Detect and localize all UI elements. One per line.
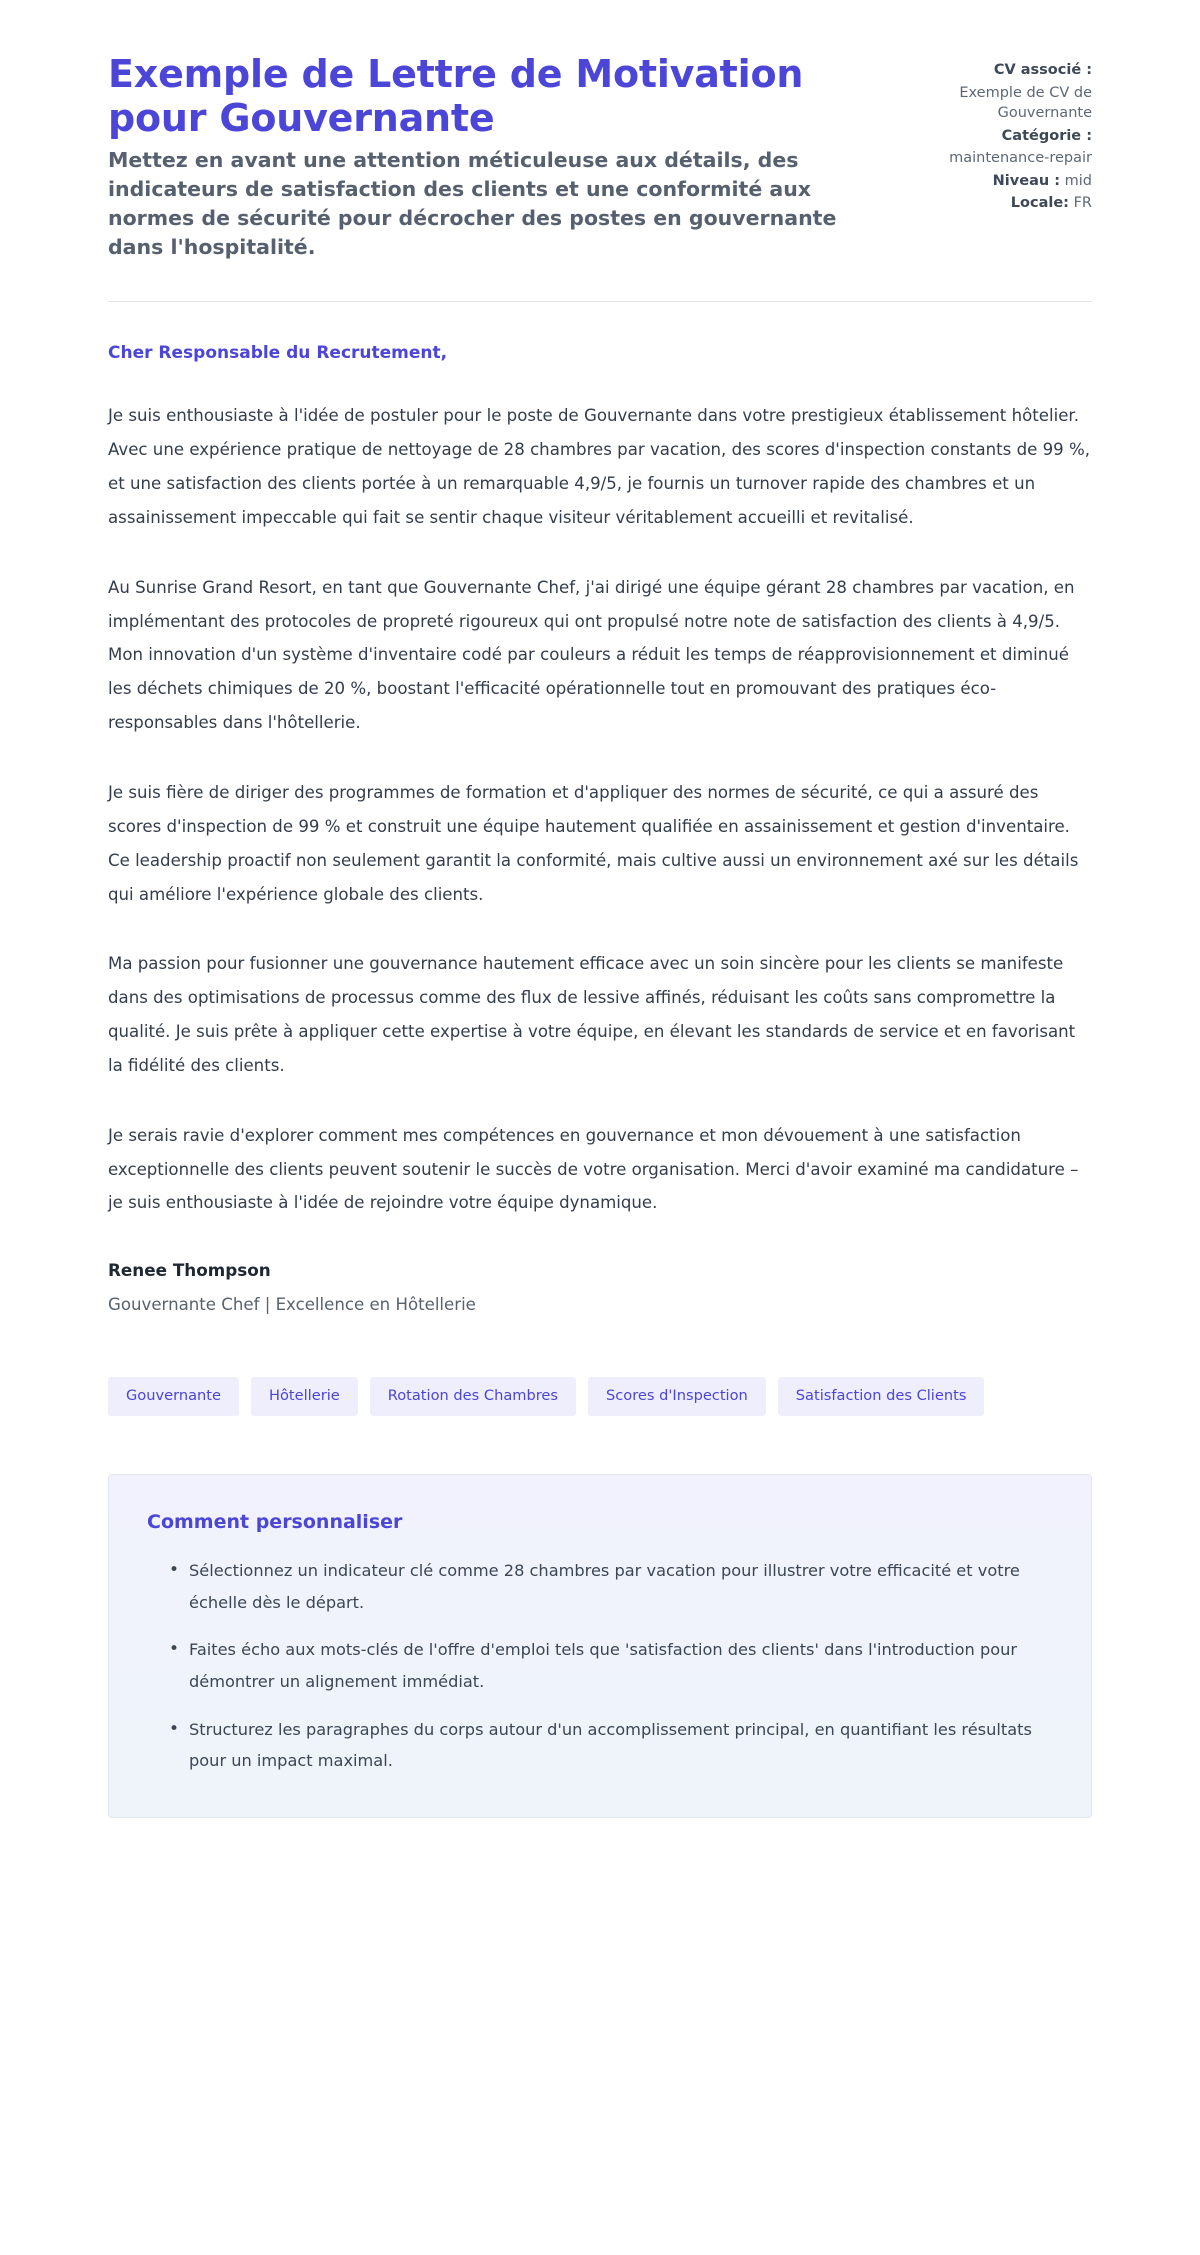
callout-tip-item: • Faites écho aux mots-clés de l'offre d'emploi tels que 'satisfaction des clients' dans l'introduction pour démontrer un alignement immédiat. (169, 1634, 1053, 1697)
metadata-value-cv: Exemple de CV de Gouvernante (959, 84, 1092, 122)
callout-title: Comment personnaliser (147, 1510, 403, 1533)
callout-tip-item: • Sélectionnez un indicateur clé comme 28 chambres par vacation pour illustrer votre efficacité et votre échelle dès le départ. (169, 1555, 1053, 1618)
tag-chip[interactable]: Rotation des Chambres (370, 1377, 576, 1416)
letter-paragraph: Je suis enthousiaste à l'idée de postuler pour le poste de Gouvernante dans votre prestigieux établissement hôtelier. Avec une expérience pratique de nettoyage de 28 chambres par vacation, des scores d'inspection constants de 99 %, et une satisfaction des clients portée à un remarquable 4,9/5, je fournis un turnover rapide des chambres et un assainissement impeccable qui fait se sentir chaque visiteur véritablement accueilli et revitalisé. (108, 406, 1091, 527)
tag-chip[interactable]: Scores d'Inspection (588, 1377, 766, 1416)
callout-tip-item: • Structurez les paragraphes du corps autour d'un accomplissement principal, en quantifiant les résultats pour un impact maximal. (169, 1714, 1053, 1777)
letter-paragraph: Je serais ravie d'explorer comment mes compétences en gouvernance et mon dévouement à une satisfaction exceptionnelle des clients peuvent soutenir le succès de votre organisation. Merci d'avoir examiné ma candidature – je suis enthousiaste à l'idée de rejoindre votre équipe dynamique. (108, 1125, 1079, 1213)
metadata-value-level: mid (1064, 172, 1092, 189)
signature-role: Gouvernante Chef | Excellence en Hôtellerie (108, 1294, 476, 1314)
metadata-value-locale: FR (1073, 195, 1092, 212)
tag-chip[interactable]: Hôtellerie (251, 1377, 358, 1416)
letter-salutation: Cher Responsable du Recrutement, (108, 342, 448, 363)
metadata-row-category (947, 126, 1092, 147)
metadata-panel (947, 52, 1092, 216)
metadata-label-cv: CV associé : (993, 62, 1092, 78)
metadata-value-category-row (947, 148, 1092, 169)
letter-paragraph: Je suis fière de diriger des programmes de formation et d'appliquer des normes de sécurité, ce qui a assuré des scores d'inspection de 99 % et construit une équipe hautement qualifiée en assainissement et gestion d'inventaire. Ce leadership proactif non seulement garantit la conformité, mais cultive aussi un environnement axé sur les détails qui améliore l'expérience globale des clients. (108, 782, 1079, 904)
callout-tip-list (147, 1555, 1053, 1777)
metadata-value-category: maintenance-repair (949, 150, 1092, 167)
tag-list (108, 1377, 1092, 1416)
metadata-label-locale: Locale: (1010, 195, 1069, 212)
document-header (108, 0, 1092, 263)
cover-letter-body (108, 302, 1092, 1319)
metadata-row-level (947, 171, 1092, 192)
letter-paragraph: Au Sunrise Grand Resort, en tant que Gouvernante Chef, j'ai dirigé une équipe gérant 28 chambres par vacation, en implémentant des protocoles de propreté rigoureux qui ont propulsé notre note de satisfaction des clients à 4,9/5. Mon innovation d'un système d'inventaire codé par couleurs a réduit les temps de réapprovisionnement et diminué les déchets chimiques de 20 %, boostant l'efficacité opérationnelle tout en promouvant des pratiques éco-responsables dans l'hôtellerie. (108, 577, 1075, 733)
page-subtitle: Mettez en avant une attention méticuleuse aux détails, des indicateurs de satisfaction des clients et une conformité aux normes de sécurité pour décrocher des postes en gouvernante dans l'hospitalité. (108, 148, 837, 260)
metadata-value-cv-row (947, 83, 1092, 124)
metadata-row-locale (947, 193, 1092, 214)
page-title: Exemple de Lettre de Motivation pour Gouvernante (108, 52, 804, 141)
tag-chip[interactable]: Gouvernante (108, 1377, 239, 1416)
metadata-row-cv (947, 60, 1092, 81)
header-text-block (108, 52, 878, 263)
metadata-label-level: Niveau : (992, 172, 1061, 189)
letter-paragraph: Ma passion pour fusionner une gouvernance hautement efficace avec un soin sincère pour les clients se manifeste dans des optimisations de processus comme des flux de lessive affinés, réduisant les coûts sans compromettre la qualité. Je suis prête à appliquer cette expertise à votre équipe, en élevant les standards de service et en favorisant la fidélité des clients. (108, 954, 1076, 1075)
metadata-label-category: Catégorie : (1001, 127, 1092, 144)
signature-name: Renee Thompson (108, 1260, 271, 1281)
tag-chip[interactable]: Satisfaction des Clients (778, 1377, 985, 1416)
signature-block (108, 1256, 1092, 1319)
customization-callout (108, 1474, 1092, 1818)
